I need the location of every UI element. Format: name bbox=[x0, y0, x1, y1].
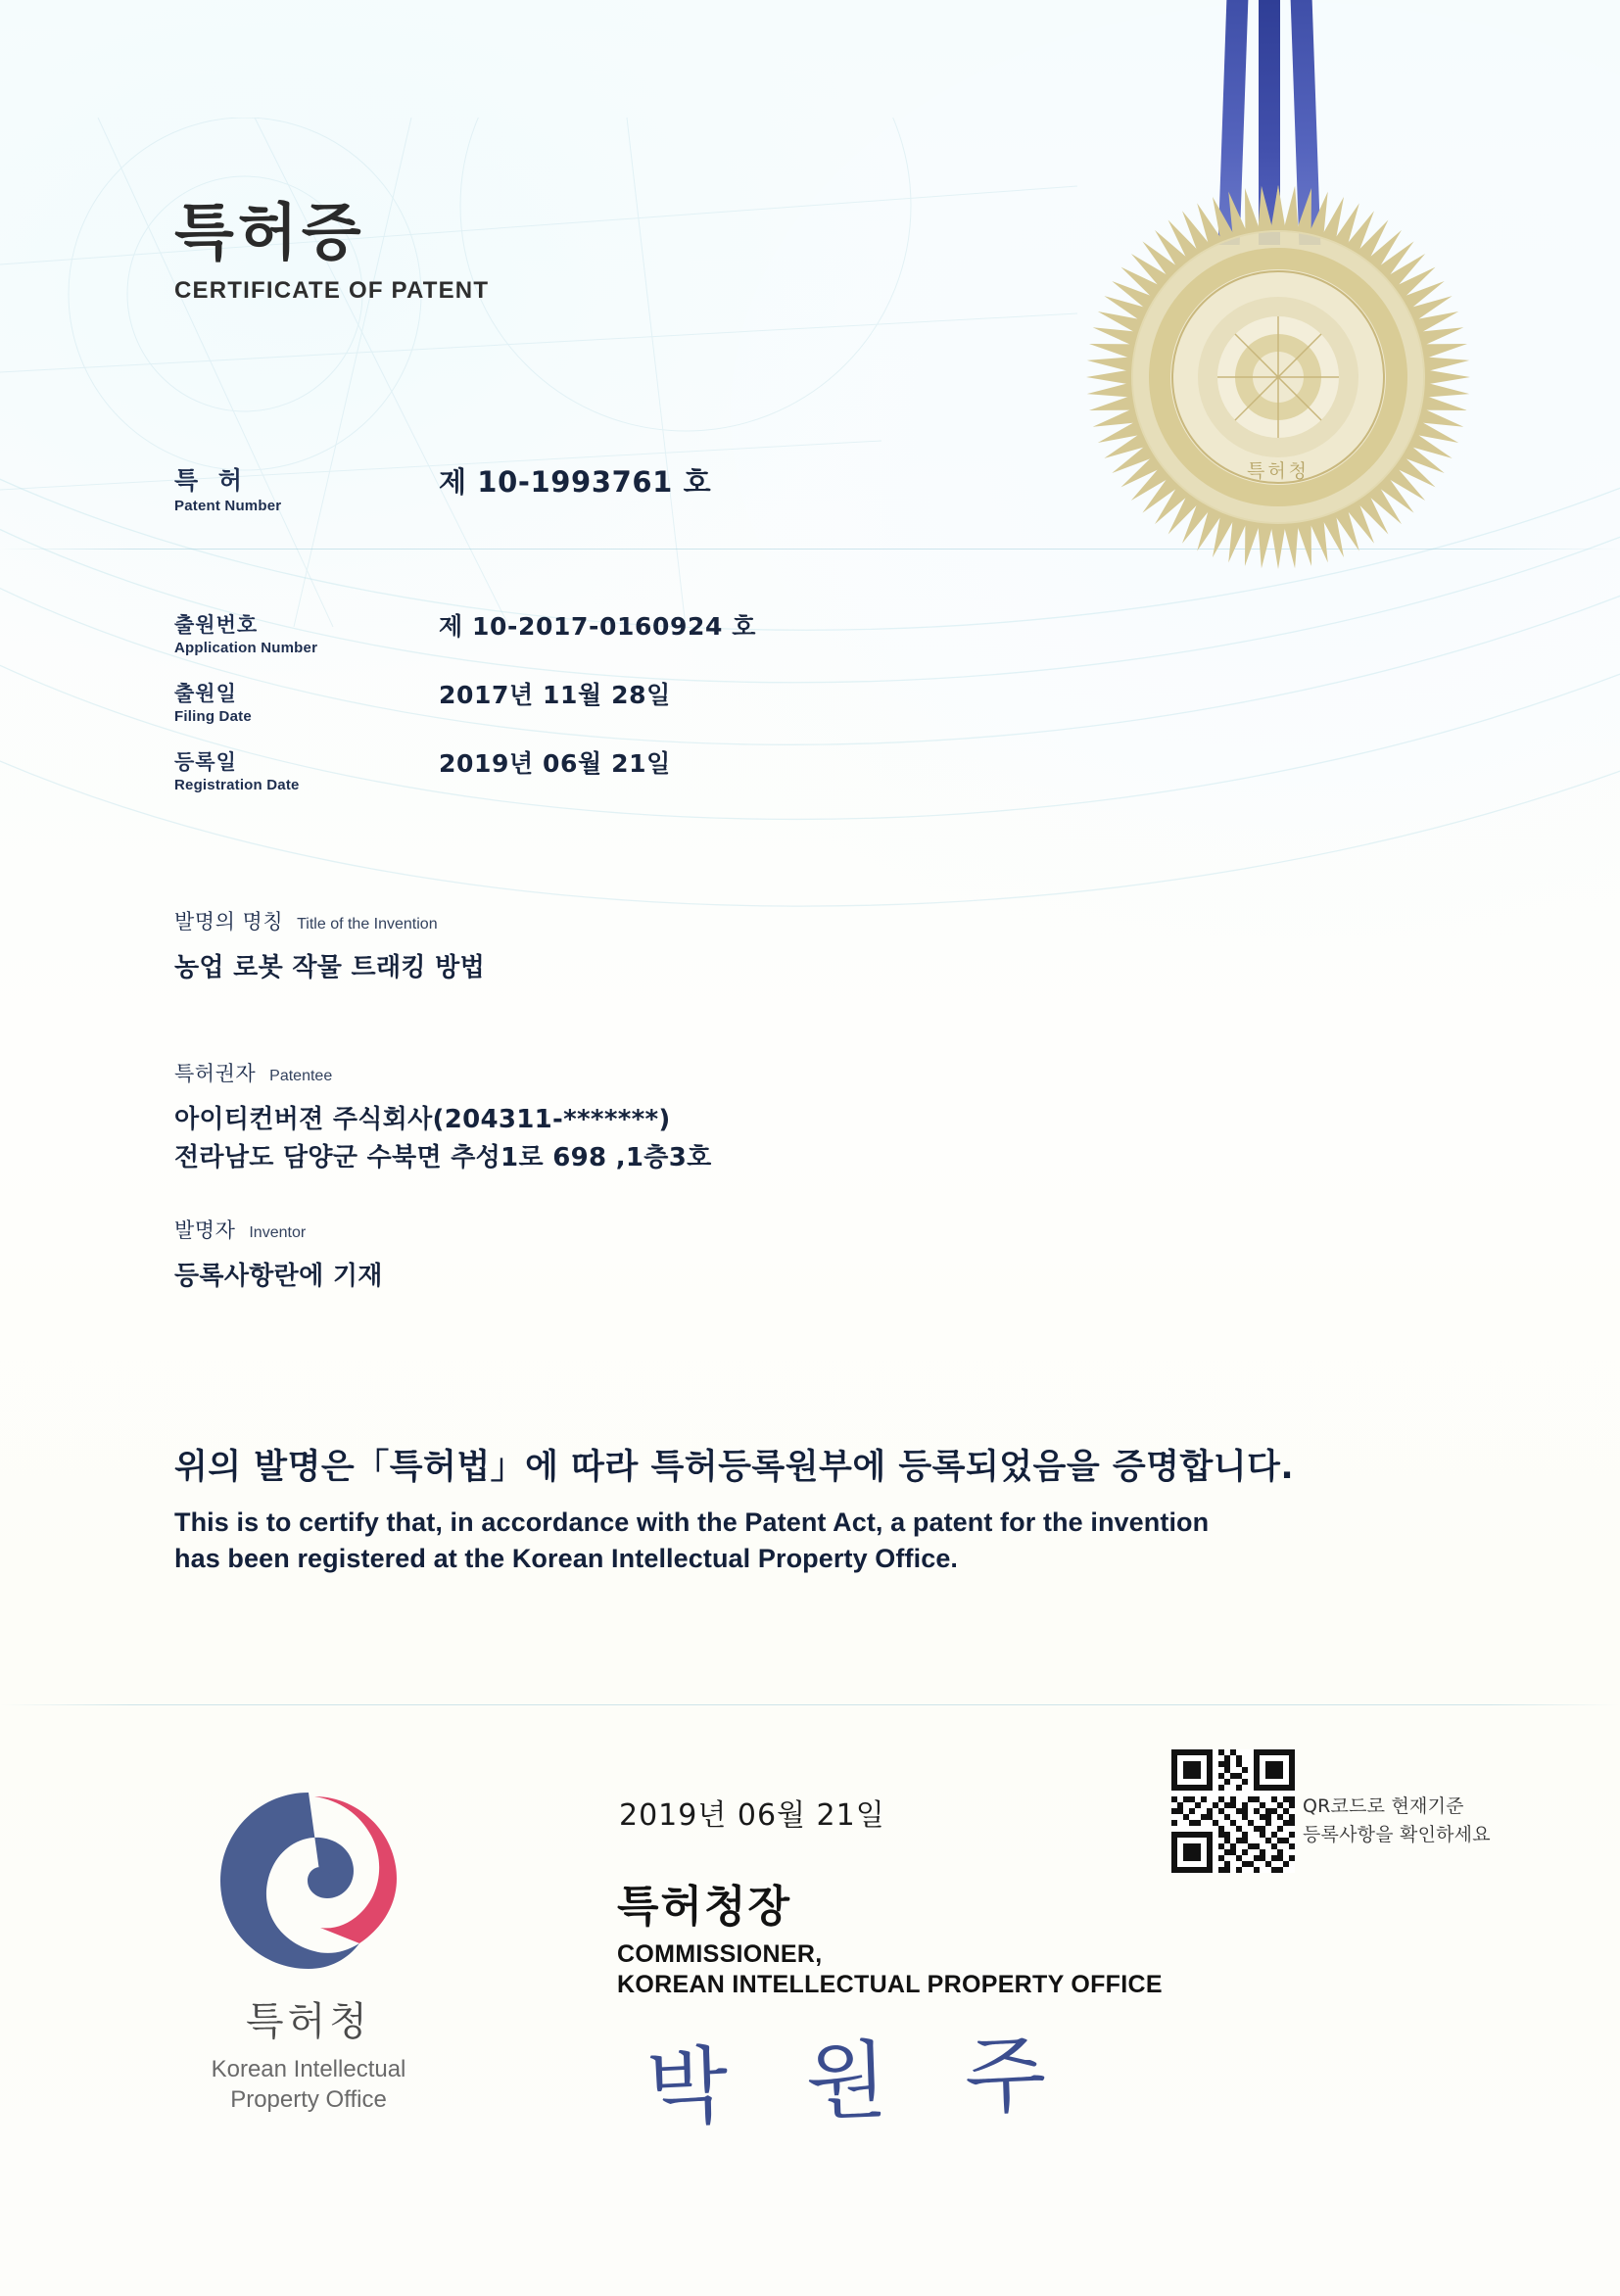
invention-title-label-en: Title of the Invention bbox=[297, 916, 438, 933]
patentee-heading bbox=[174, 1058, 712, 1087]
field-application-number bbox=[174, 612, 756, 656]
filing-date-label-en: Filing Date bbox=[174, 708, 252, 726]
section-patentee bbox=[174, 1058, 712, 1177]
invention-title-heading bbox=[174, 906, 485, 935]
commissioner-title-ko: 특허청장 bbox=[617, 1882, 792, 1932]
office-name-en-line2: Property Office bbox=[230, 2086, 387, 2114]
background-pattern-topleft bbox=[0, 118, 1077, 627]
commissioner-title-en-line2: KOREAN INTELLECTUAL PROPERTY OFFICE bbox=[617, 1971, 1163, 1999]
statement-korean: 위의 발명은「특허법」에 따라 특허등록원부에 등록되었음을 증명합니다. bbox=[174, 1448, 1295, 1487]
patent-number-label bbox=[174, 465, 439, 514]
patentee-name: 아이티컨버젼 주식회사(204311-*******) bbox=[174, 1105, 671, 1134]
application-number-label-en: Application Number bbox=[174, 640, 318, 657]
kipo-emblem-icon bbox=[211, 1785, 406, 1981]
inventor-label-ko: 발명자 bbox=[174, 1219, 236, 1242]
patent-number-label-en: Patent Number bbox=[174, 498, 282, 515]
qr-code-icon[interactable] bbox=[1171, 1749, 1295, 1873]
qr-note-line2: 등록사항을 확인하세요 bbox=[1303, 1823, 1491, 1845]
invention-title-label-ko: 발명의 명칭 bbox=[174, 910, 284, 933]
filing-date-label bbox=[174, 681, 439, 725]
commissioner-signature: 박 원 주 bbox=[644, 2025, 1073, 2138]
section-invention-title bbox=[174, 906, 485, 987]
filing-date-label-ko: 출원일 bbox=[174, 682, 237, 705]
issue-date: 2019년 06월 21일 bbox=[619, 1798, 885, 1833]
application-number-label-ko: 출원번호 bbox=[174, 613, 259, 637]
registration-date-label bbox=[174, 749, 439, 793]
commissioner-title-en-line1: COMMISSIONER, bbox=[617, 1940, 823, 1968]
svg-text:특허청: 특허청 bbox=[1246, 460, 1310, 482]
title-english: CERTIFICATE OF PATENT bbox=[174, 277, 490, 305]
patent-number-value: 제 10-1993761 호 bbox=[439, 465, 712, 499]
invention-title-value: 농업 로봇 작물 트래킹 방법 bbox=[174, 953, 485, 982]
filing-date-value: 2017년 11월 28일 bbox=[439, 681, 671, 709]
application-number-label bbox=[174, 612, 439, 656]
registration-date-label-en: Registration Date bbox=[174, 777, 300, 794]
patentee-label-ko: 특허권자 bbox=[174, 1062, 257, 1085]
office-name-en-line1: Korean Intellectual bbox=[211, 2056, 406, 2082]
kipo-office-name bbox=[152, 1990, 465, 2115]
qr-note-line1: QR코드로 현재기준 bbox=[1303, 1795, 1464, 1817]
statement-english-line2: has been registered at the Korean Intellectual Property Office. bbox=[174, 1544, 959, 1574]
office-name-ko: 특허청 bbox=[246, 1999, 371, 2044]
registration-date-value: 2019년 06월 21일 bbox=[439, 749, 671, 778]
certification-statement bbox=[174, 1440, 1467, 1578]
field-patent-number bbox=[174, 465, 711, 514]
field-registration-date bbox=[174, 749, 671, 793]
statement-english-line1: This is to certify that, in accordance with the Patent Act, a patent for the invention bbox=[174, 1507, 1210, 1537]
inventor-value: 등록사항란에 기재 bbox=[174, 1262, 383, 1291]
field-filing-date bbox=[174, 681, 671, 725]
commissioner-block bbox=[617, 1871, 1163, 2001]
divider-line-lower bbox=[0, 1704, 1620, 1705]
title-korean: 특허증 bbox=[174, 197, 365, 268]
qr-code-note bbox=[1303, 1793, 1491, 1848]
inventor-heading bbox=[174, 1215, 383, 1244]
patentee-address: 전라남도 담양군 수북면 추성1로 698 ,1층3호 bbox=[174, 1143, 712, 1172]
application-number-value: 제 10-2017-0160924 호 bbox=[439, 612, 756, 641]
page-title bbox=[174, 197, 490, 305]
section-inventor bbox=[174, 1215, 383, 1296]
patent-number-label-ko: 특 허 bbox=[174, 466, 249, 495]
patentee-label-en: Patentee bbox=[269, 1068, 333, 1084]
gold-seal-emblem bbox=[1082, 181, 1474, 573]
inventor-label-en: Inventor bbox=[249, 1224, 307, 1241]
registration-date-label-ko: 등록일 bbox=[174, 750, 237, 774]
